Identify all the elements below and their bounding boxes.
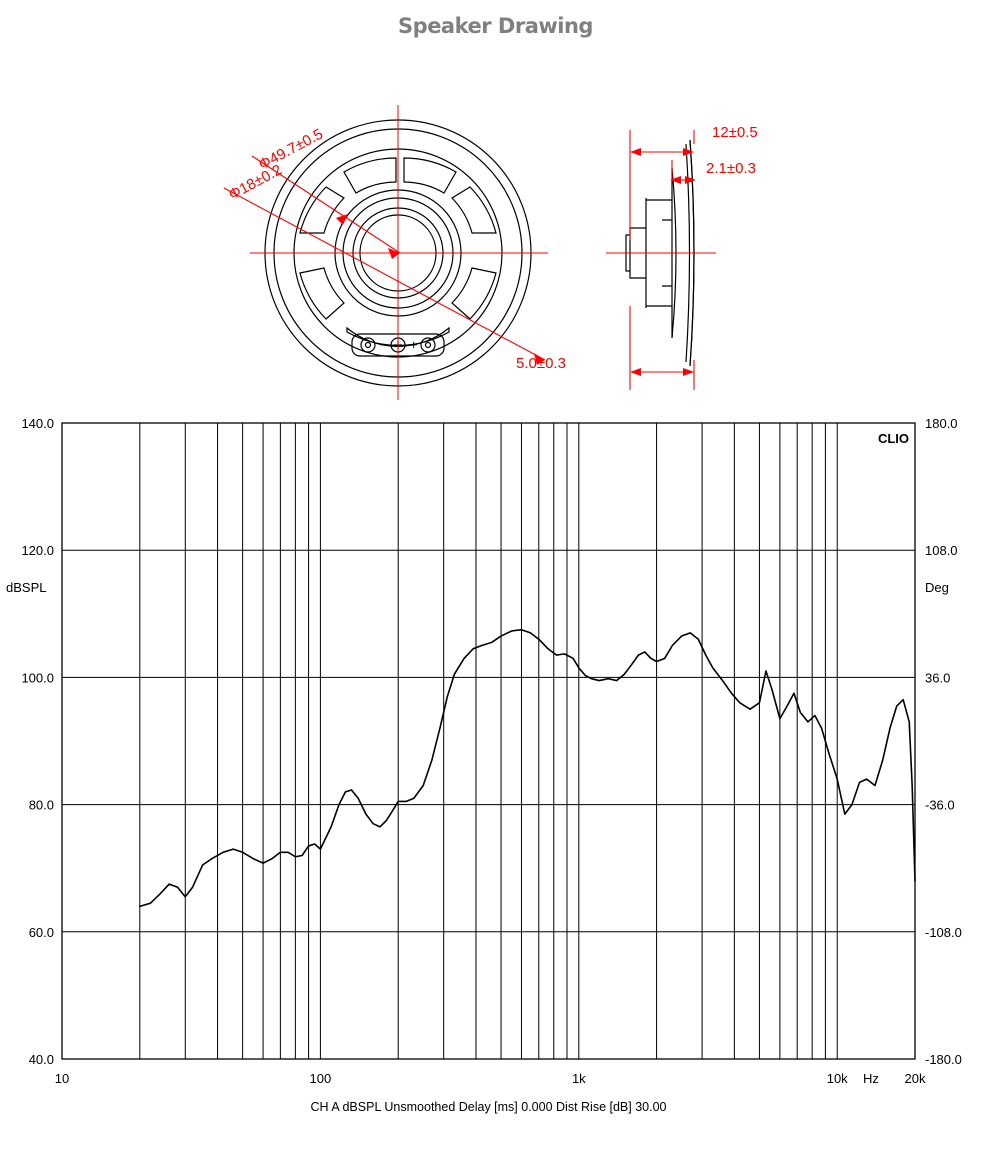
chart-caption: CH A dBSPL Unsmoothed Delay [ms] 0.000 Dist Rise [dB] 30.00: [310, 1100, 667, 1114]
x-axis-label: Hz: [862, 1071, 879, 1086]
dim-cone-diameter: Φ18±0.2: [225, 161, 285, 204]
x-tick-4: 20k: [904, 1071, 926, 1086]
dim-outer-diameter: Φ49.7±0.5: [255, 125, 326, 174]
y-tick-right-3: 36.0: [925, 670, 951, 686]
x-tick-2: 1k: [571, 1071, 586, 1086]
y-tick-right-5: 180.0: [925, 416, 958, 431]
dim-front-plate: 2.1±0.3: [706, 160, 756, 177]
y-tick-right-1: -108.0: [925, 924, 962, 940]
chart-labels: [6, 416, 962, 1114]
x-tick-3: 10k: [826, 1071, 848, 1086]
dim-total-depth: 12±0.5: [712, 124, 758, 141]
terminal-minus: −: [380, 338, 388, 352]
chart-grid: [62, 423, 915, 1059]
y-tick-right-4: 108.0: [925, 543, 958, 559]
y-axis-label-right: Deg: [925, 579, 949, 595]
x-tick-0: 10: [54, 1071, 70, 1086]
spl-curve: [140, 630, 915, 907]
clio-watermark: CLIO: [877, 431, 909, 446]
speaker-drawing: [0, 60, 991, 400]
page-title: Speaker Drawing: [398, 14, 593, 38]
y-tick-left-2: 80.0: [28, 797, 54, 813]
y-tick-left-5: 140.0: [21, 416, 54, 431]
plot-frame: [62, 423, 915, 1059]
y-tick-left-0: 40.0: [28, 1052, 54, 1067]
y-tick-right-0: -180.0: [925, 1052, 962, 1067]
y-tick-right-2: -36.0: [925, 797, 955, 813]
y-axis-label-left: dBSPL: [6, 579, 47, 595]
y-tick-left-3: 100.0: [21, 670, 54, 686]
y-tick-left-4: 120.0: [21, 543, 54, 559]
x-tick-1: 100: [309, 1071, 332, 1086]
y-tick-left-1: 60.0: [28, 924, 54, 940]
frequency-response-chart: [0, 405, 991, 1145]
terminal-plus: +: [410, 338, 418, 352]
dim-magnet-depth: 5.0±0.3: [516, 355, 566, 372]
